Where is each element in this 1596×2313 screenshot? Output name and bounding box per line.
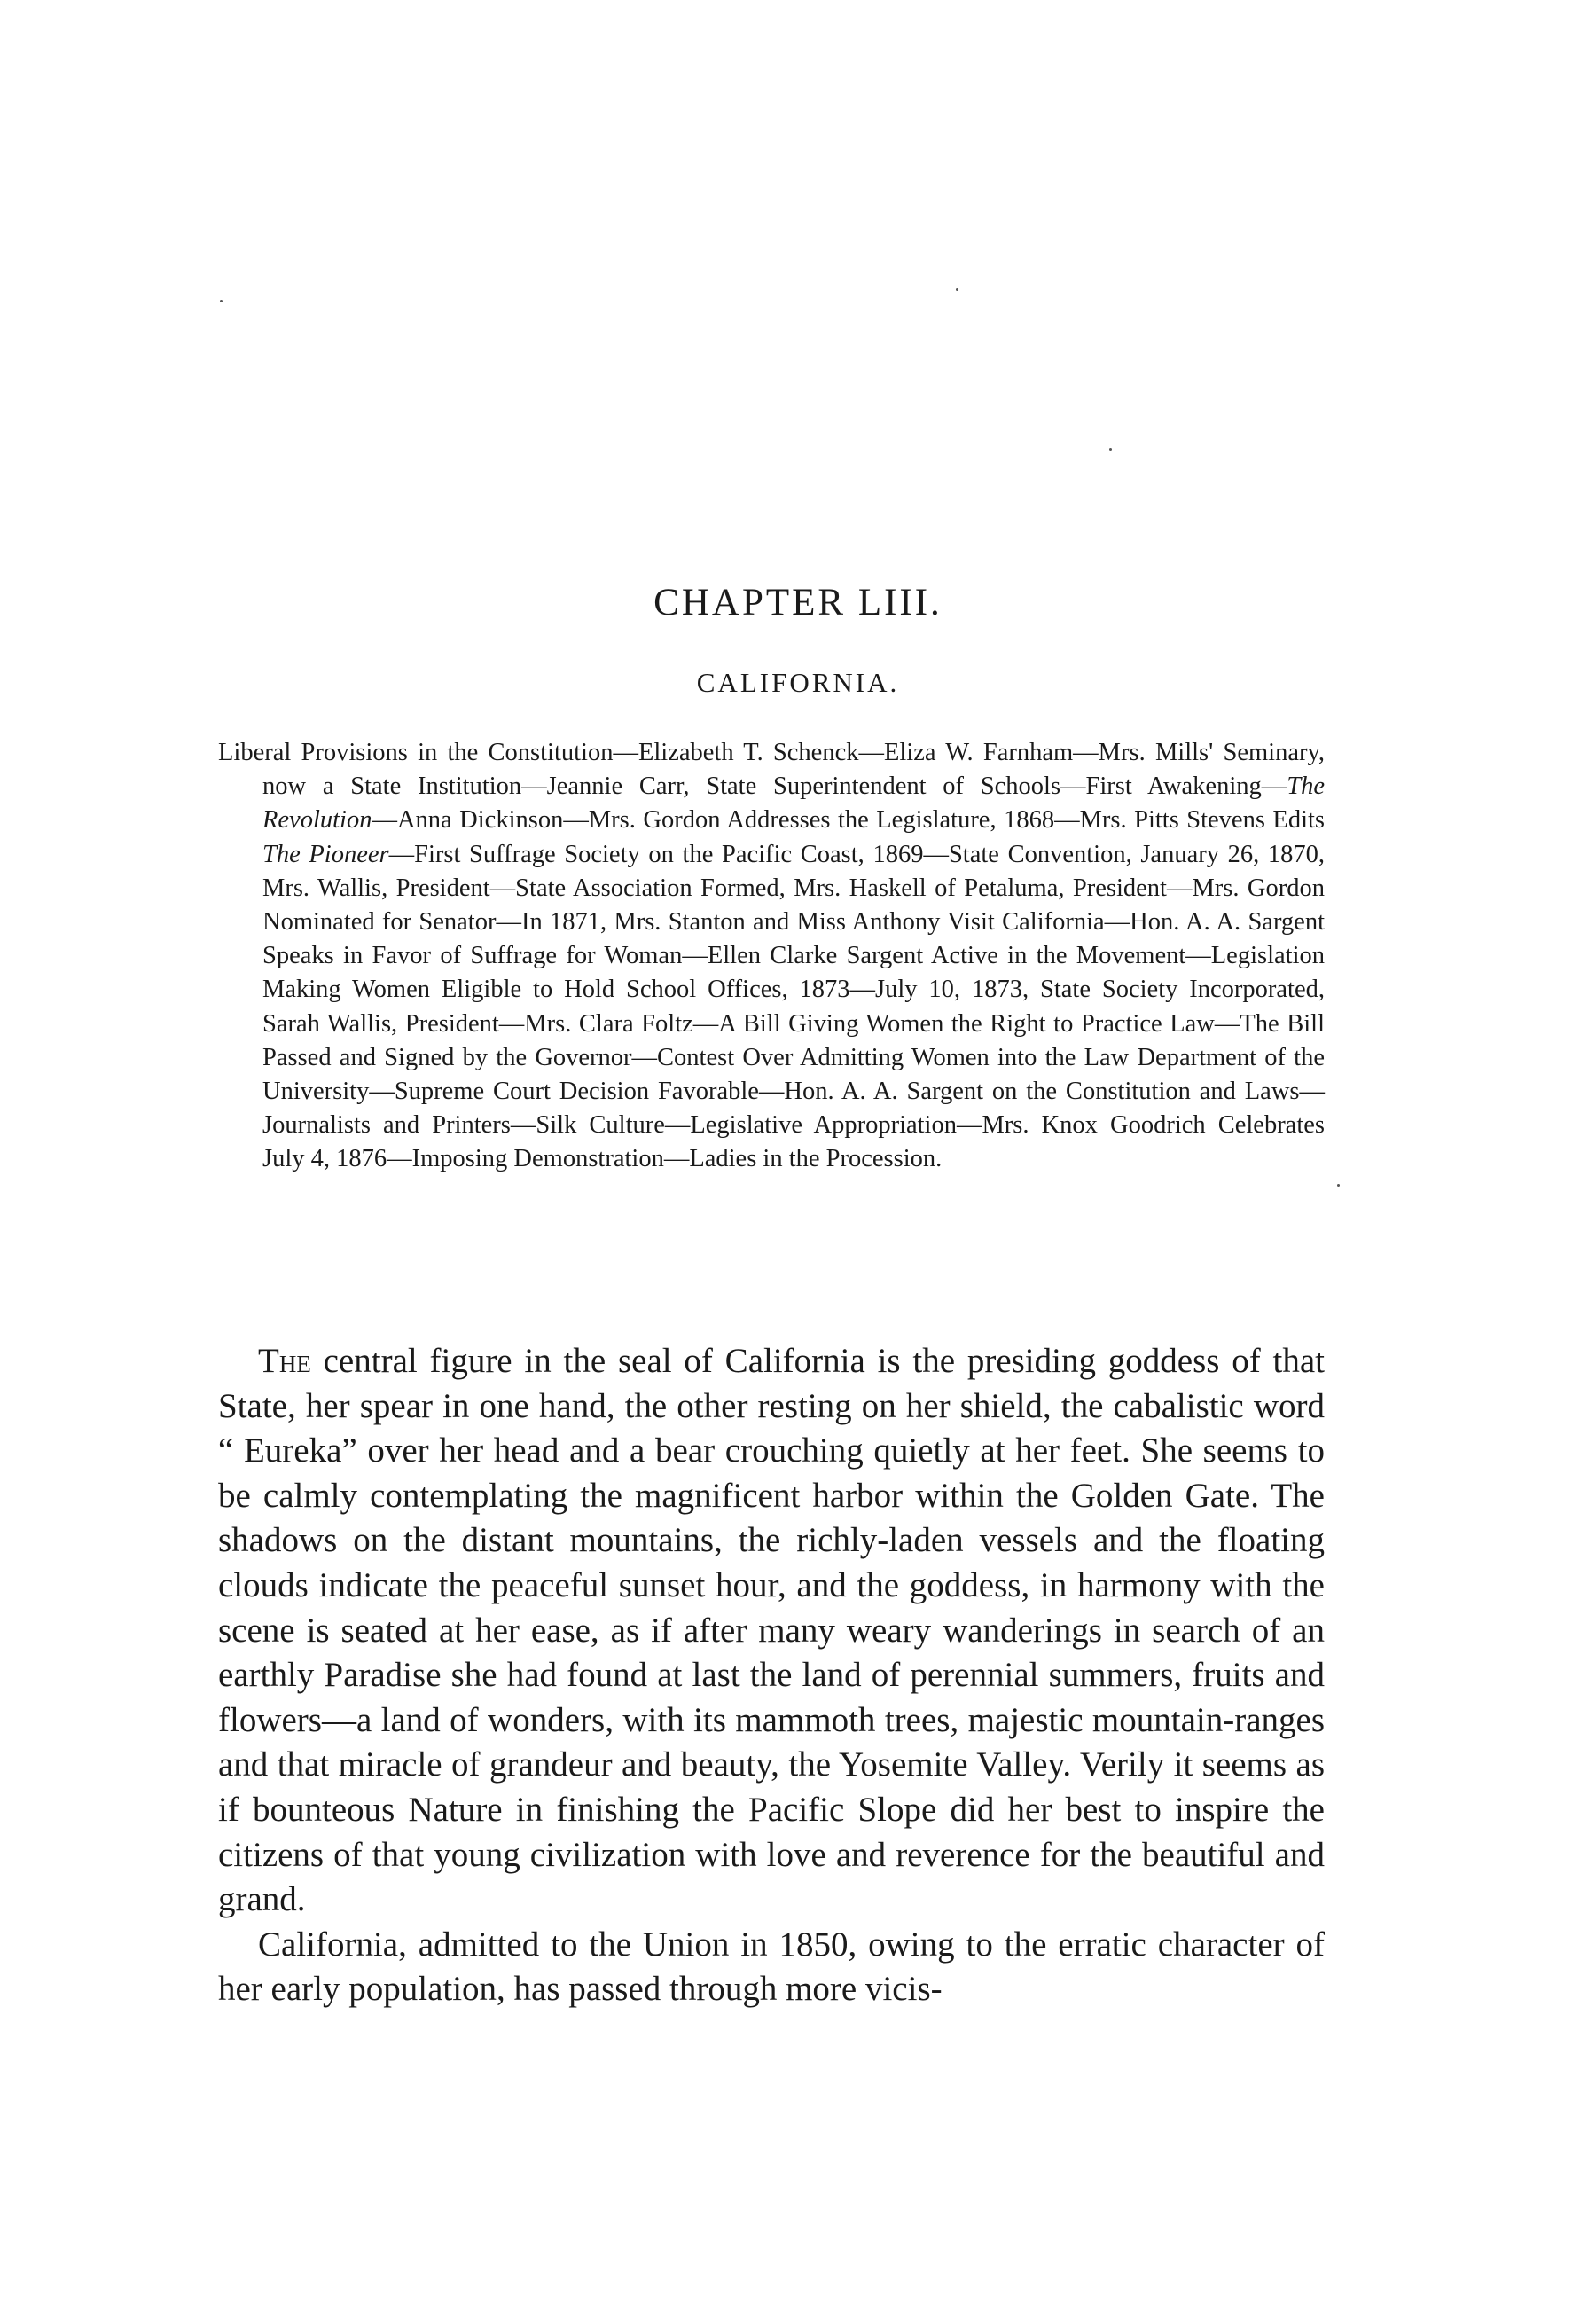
- synopsis-italic-title: The Pioneer: [262, 840, 389, 868]
- body-text: [218, 1339, 1325, 2012]
- synopsis-text: —First Suffrage Society on the Pacific Coast, 1869—State Convention, January 26, 1870, Mrs. Wallis, President—State Association Formed, Mrs. Haskell of Petaluma, President—Mrs. Gordon Nominated for Senator—In 1871, Mrs. Stanton and Miss Anthony Visit California—Hon. A. A. Sargent Speaks in Favor of Suffrage for Woman—Ellen Clarke Sargent Active in the Movement—Legislation Making Women Eligible to Hold School Offices, 1873—July 10, 1873, State Society Incorporated, Sarah Wallis, President—Mrs. Clara Foltz—A Bill Giving Women the Right to Practice Law—The Bill Passed and Signed by the Governor—Contest Over Admitting Women into the Law Department of the University—Supreme Court Decision Favorable—Hon. A. A. Sargent on the Constitution and Laws—Journalists and Printers—Silk Culture—Legislative Appropriation—Mrs. Knox Goodrich Celebrates July 4, 1876—Imposing Demonstration—Ladies in the Procession.: [262, 840, 1325, 1173]
- scan-speck: [1337, 1184, 1340, 1187]
- paragraph-text: central figure in the seal of California is the presiding goddess of that State, her spear in one hand, the other resting on her shield, the cabalistic word “ Eureka” over her head and a bear crouching quietly at her feet. She seems to be calmly contemplating the magnificent harbor within the Golden Gate. The shadows on the distant mountains, the richly-laden vessels and the floating clouds indicate the peaceful sunset hour, and the goddess, in harmony with the scene is seated at her ease, as if after many weary wanderings in search of an earthly Paradise she had found at last the land of perennial summers, fruits and flowers—a land of wonders, with its mammoth trees, majestic mountain-ranges and that miracle of grandeur and beauty, the Yosemite Valley. Verily it seems as if bounteous Nature in finishing the Pacific Slope did her best to inspire the citizens of that young civilization with love and reverence for the beautiful and grand.: [218, 1342, 1325, 1919]
- synopsis-text: Liberal Provisions in the Constitution—Elizabeth T. Schenck—Eliza W. Farnham—Mrs. Mills' Seminary, now a State Institution—Jeannie Carr, State Superintendent of Schools—First Awakening—: [218, 739, 1325, 801]
- chapter-subtitle: CALIFORNIA.: [696, 667, 900, 698]
- chapter-title: CHAPTER LIII.: [653, 582, 943, 623]
- scan-speck: [220, 300, 223, 302]
- paragraph: [218, 1339, 1325, 1923]
- paragraph: California, admitted to the Union in 1850, owing to the erratic character of her early population, has passed through more vicis-: [218, 1925, 1325, 2009]
- synopsis-text: —Anna Dickinson—Mrs. Gordon Addresses the Legislature, 1868—Mrs. Pitts Stevens Edits: [372, 806, 1325, 835]
- synopsis-italic-title: The Revolution: [262, 772, 1325, 835]
- scan-speck: [1109, 448, 1112, 451]
- scan-speck: [956, 288, 958, 291]
- chapter-synopsis: [218, 736, 1325, 1177]
- paragraph-lead-word: The: [258, 1342, 311, 1380]
